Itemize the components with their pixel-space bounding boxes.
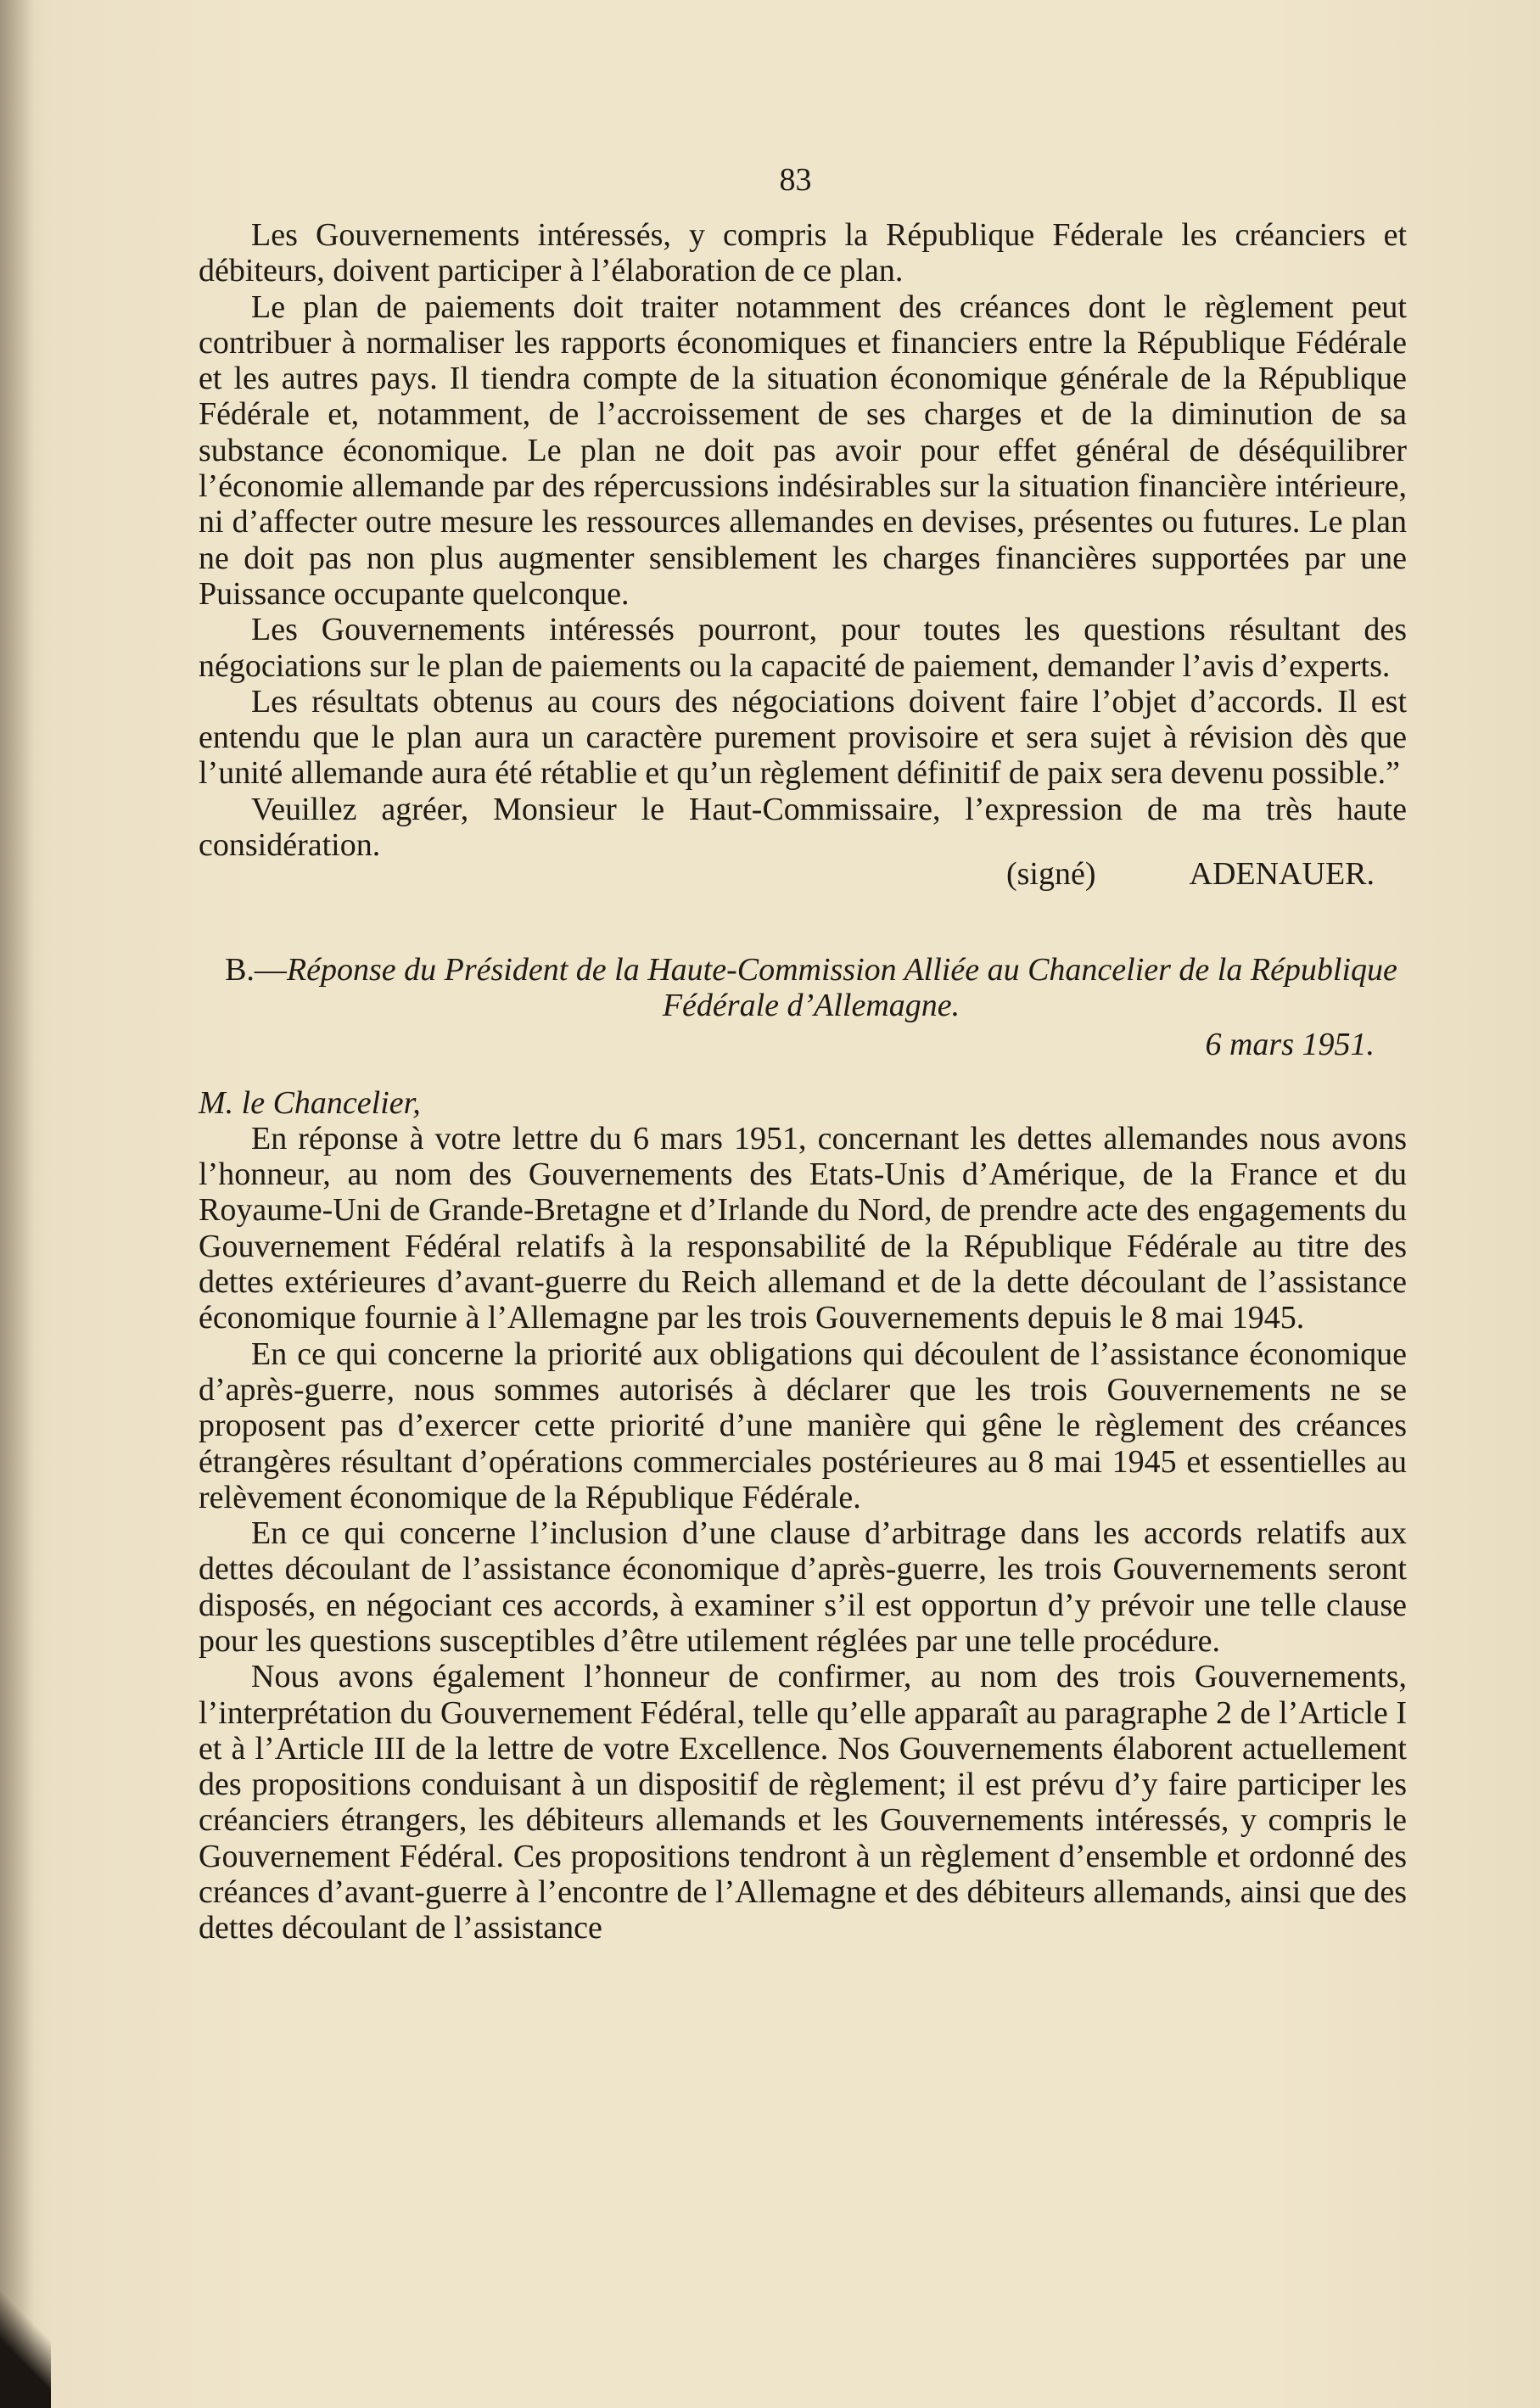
letter-a-paragraph-5: Veuillez agréer, Monsieur le Haut-Commissaire, l’expression de ma très haute considération. [199,791,1407,864]
body-text [199,217,1407,1946]
letter-date: 6 mars 1951. [1205,1027,1375,1063]
section-label: B.— [225,951,287,988]
letter-a-paragraph-1: Les Gouvernements intéressés, y compris la République Féderale les créanciers et débiteurs, doivent participer à l’élaboration de ce plan. [199,217,1407,289]
letter-b-paragraph-3: En ce qui concerne l’inclusion d’une clause d’arbitrage dans les accords relatifs aux dettes découlant de l’assistance économique d’après-guerre, les trois Gouvernements seront disposés, en négociant ces accords, à examiner s’il est opportun d’y prévoir une telle clause pour les questions susceptibles d’être utilement réglées par une telle procédure. [199,1515,1407,1659]
section-heading [199,952,1407,1024]
letter-b-paragraph-1: En réponse à votre lettre du 6 mars 1951, concernant les dettes allemandes nous avons l’honneur, au nom des Gouvernements des Etats-Unis d’Amérique, de la France et du Royaume-Uni de Grande-Bretagne et d’Irlande du Nord, de prendre acte des engagements du Gouvernement Fédéral relatifs à la responsabilité de la République Fédérale au titre des dettes extérieures d’avant-guerre du Reich allemand et de la dette découlant de l’assistance économique fournie à l’Allemagne par les trois Gouvernements depuis le 8 mai 1945. [199,1120,1407,1336]
signature-name: ADENAUER. [1189,856,1375,893]
section-title: Réponse du Président de la Haute-Commission Alliée au Chancelier de la République Fédérale d’Allemagne. [286,951,1397,1023]
page-number: 83 [779,162,812,198]
letter-a-paragraph-3: Les Gouvernements intéressés pourront, pour toutes les questions résultant des négociations sur le plan de paiements ou la capacité de paiement, demander l’avis d’experts. [199,612,1407,684]
salutation: M. le Chancelier, [199,1084,421,1121]
letter-b-paragraph-4: Nous avons également l’honneur de confirmer, au nom des trois Gouvernements, l’interprétation du Gouvernement Fédéral, telle qu’elle apparaît au paragraphe 2 de l’Article I et à l’Article III de la lettre de votre Excellence. Nos Gouvernements élaborent actuellement des propositions conduisant à un dispositif de règlement; il est prévu d’y faire participer les créanciers étrangers, les débiteurs allemands et les Gouvernements intéressés, y compris le Gouvernement Fédéral. Ces propositions tendront à un règlement d’ensemble et ordonné des créances d’avant-guerre à l’encontre de l’Allemagne et des débiteurs allemands, ainsi que des dettes découlant de l’assistance [199,1659,1407,1946]
letter-b-paragraph-2: En ce qui concerne la priorité aux obligations qui découlent de l’assistance économique d’après-guerre, nous sommes autorisés à déclarer que les trois Gouvernements ne se proposent pas d’exercer cette priorité d’une manière qui gêne le règlement des créances étrangères résultant d’opérations commerciales postérieures au 8 mai 1945 et essentielles au relèvement économique de la République Fédérale. [199,1336,1407,1515]
letter-a-paragraph-2: Le plan de paiements doit traiter notamment des créances dont le règlement peut contribuer à normaliser les rapports économiques et financiers entre la République Fédérale et les autres pays. Il tiendra compte de la situation économique générale de la République Fédérale et, notamment, de l’accroissement de ses charges et de la diminution de sa substance économique. Le plan ne doit pas avoir pour effet général de déséquilibrer l’économie allemande par des répercussions indésirables sur la situation financière intérieure, ni d’affecter outre mesure les ressources allemandes en devises, présentes ou futures. Le plan ne doit pas non plus augmenter sensiblement les charges financières supportées par une Puissance occupante quelconque. [199,288,1407,612]
scan-corner-shadow [0,2289,51,2408]
signature-note: (signé) [1005,856,1096,893]
binding-gutter-shadow [0,0,34,2408]
letter-a-paragraph-4: Les résultats obtenus au cours des négociations doivent faire l’objet d’accords. Il est entendu que le plan aura un caractère purement provisoire et sera sujet à révision dès que l’unité allemande aura été rétablie et qu’un règlement définitif de paix sera devenu possible.” [199,683,1407,792]
